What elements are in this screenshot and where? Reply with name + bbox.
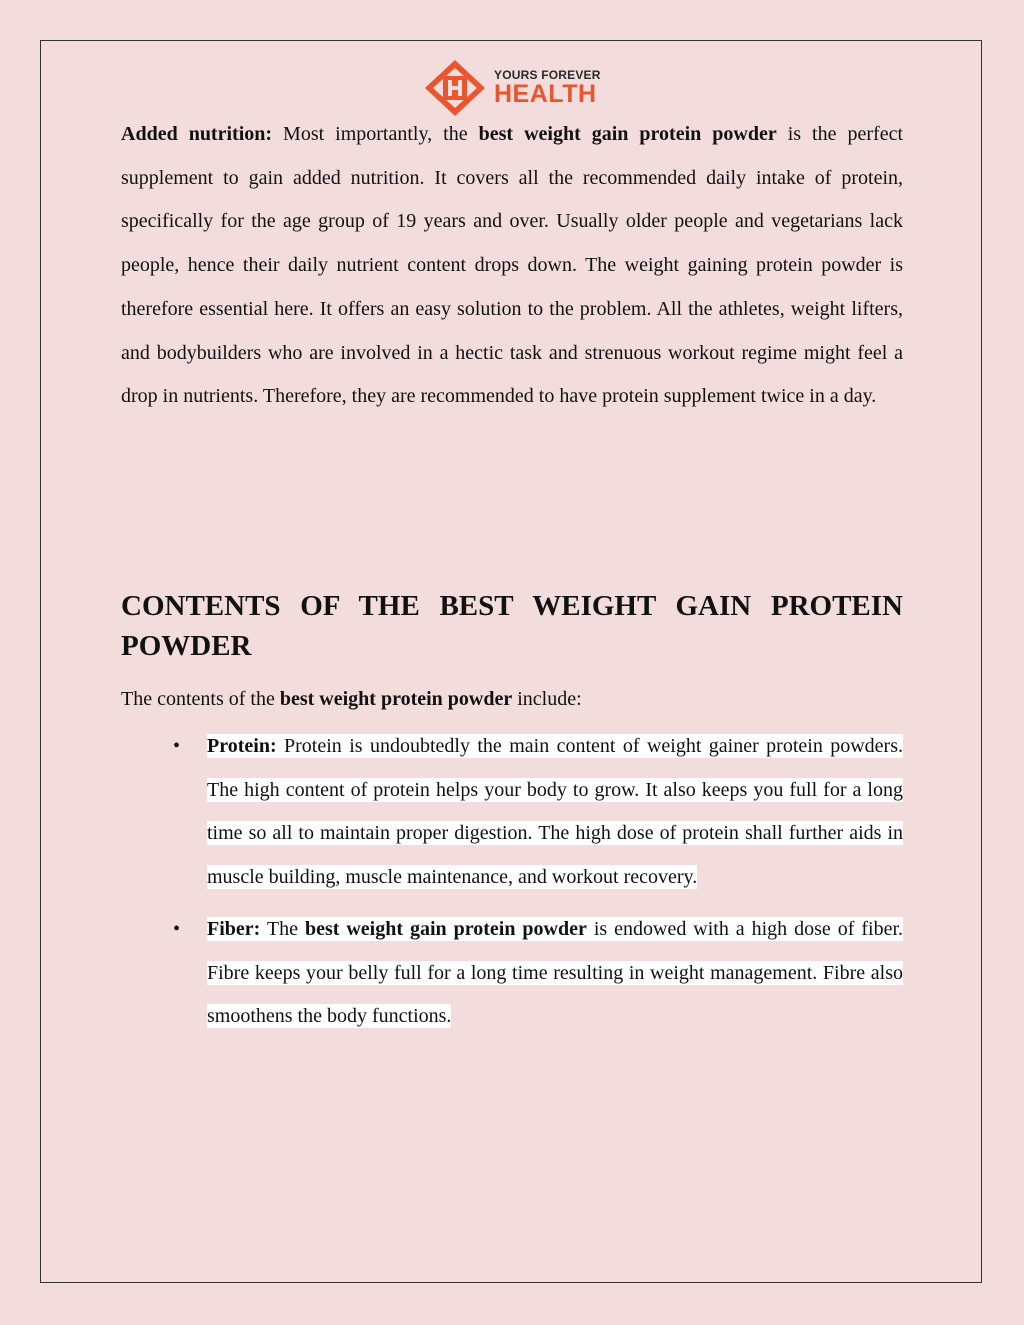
added-nutrition-paragraph <box>121 113 903 419</box>
logo-line-1: YOURS FOREVER <box>494 68 601 82</box>
intro-bold: best weight protein powder <box>279 688 513 710</box>
fiber-bold: best weight gain protein powder <box>304 917 587 940</box>
fiber-label: Fiber: <box>207 917 261 940</box>
added-nutrition-section <box>121 113 903 419</box>
brand-logo <box>424 59 601 117</box>
list-item-fiber <box>121 908 903 1039</box>
fiber-highlight <box>207 917 903 1028</box>
protein-highlight <box>207 734 903 889</box>
fiber-text-2: is endowed with a high dose of fiber. Fibre keeps your belly full for a long time resulting in weight management. Fibre also smoothens the body functions. <box>207 917 904 1028</box>
added-nutrition-text-1: Most importantly, the <box>272 123 479 145</box>
contents-intro <box>121 679 903 719</box>
added-nutrition-bold: best weight gain protein powder <box>478 123 777 145</box>
added-nutrition-text-2: is the perfect supplement to gain added nutrition. It covers all the recommended daily intake of protein, specifically for the age group of 19 years and over. Usually older people and vegetarians lack people, hence their daily nutrient content drops down. The weight gaining protein powder is therefore essential here. It offers an easy solution to the problem. All the athletes, weight lifters, and bodybuilders who are involved in a hectic task and strenuous workout regime might feel a drop in nutrients. Therefore, they are recommended to have protein supplement twice in a day. <box>121 123 904 408</box>
logo-mark-icon <box>424 59 486 117</box>
section-heading: CONTENTS OF THE BEST WEIGHT GAIN PROTEIN POWDER <box>121 590 903 662</box>
protein-label: Protein: <box>207 735 277 757</box>
fiber-text-1: The <box>260 917 305 940</box>
bullet-icon: • <box>173 917 181 940</box>
logo-line-2: HEALTH <box>494 80 597 108</box>
contents-list <box>121 725 903 1047</box>
added-nutrition-label: Added nutrition: <box>121 123 273 145</box>
intro-text-1: The contents of the <box>121 688 280 710</box>
list-item-protein <box>121 725 903 900</box>
intro-text-2: include: <box>512 688 582 710</box>
protein-text: Protein is undoubtedly the main content of weight gainer protein powders. The high content of protein helps your body to grow. It also keeps you full for a long time so all to maintain proper digestion. The high dose of protein shall further aids in muscle building, muscle maintenance, and workout recovery. <box>207 735 903 889</box>
bullet-icon: • <box>173 735 181 757</box>
